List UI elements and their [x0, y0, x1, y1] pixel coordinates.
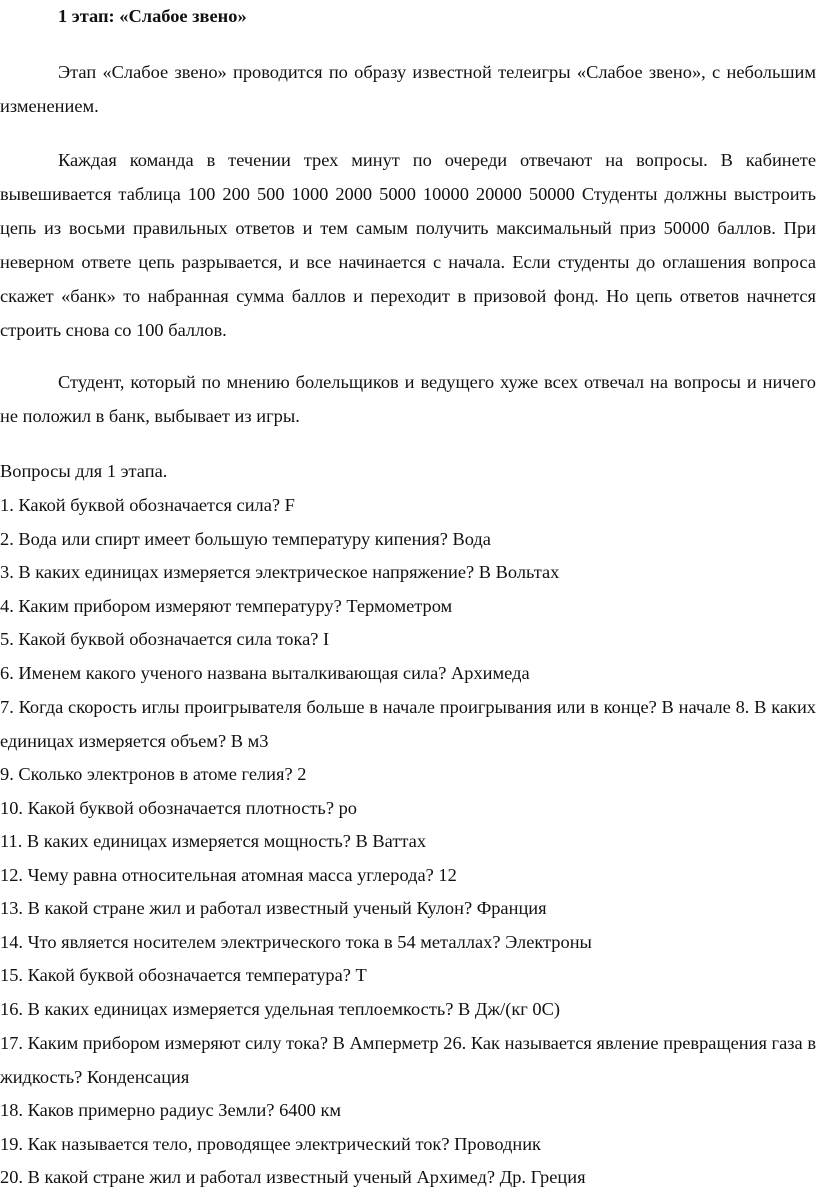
- question-item: 4. Каким прибором измеряют температуру? Термометром: [0, 595, 453, 616]
- question-item: 11. В каких единицах измеряется мощность? В Ваттах: [0, 831, 427, 851]
- question-item: 14. Что является носителем электрического тока в 54 металлах? Электроны: [0, 931, 592, 952]
- rules-paragraph: Каждая команда в течении трех минут по очереди отвечают на вопросы. В кабинете вывешивается таблица 100 200 500 1000 2000 5000 10000 20000 50000 Студенты должны выстроить цепь из восьми правильных ответов и тем самым получить максимальный приз 50000 баллов. При неверном ответе цепь разрывается, и все начинается с начала. Если студенты до оглашения вопроса скажет «банк» то набранная сумма баллов и переходит в призовой фонд. Но цепь ответов начнется строить снова со 100 баллов.: [0, 150, 816, 340]
- elimination-paragraph: Студент, который по мнению болельщиков и ведущего хуже всех отвечал на вопросы и ничего не положил в банк, выбывает из игры.: [0, 372, 816, 426]
- question-item: 10. Какой буквой обозначается плотность? ро: [0, 797, 357, 818]
- questions-heading: Вопросы для 1 этапа.: [0, 461, 168, 481]
- question-item: 19. Как называется тело, проводящее электрический ток? Проводник: [0, 1133, 541, 1154]
- question-item: 9. Сколько электронов в атоме гелия? 2: [0, 764, 307, 784]
- question-item: 12. Чему равна относительная атомная масса углерода? 12: [0, 864, 457, 885]
- question-item: 7. Когда скорость иглы проигрывателя больше в начале проигрывания или в конце? В начале 8. В каких единицах измеряется объем? В м3: [0, 697, 816, 751]
- question-item: 5. Какой буквой обозначается сила тока? I: [0, 629, 330, 649]
- questions-list: [0, 489, 816, 1195]
- intro-paragraph: Этап «Слабое звено» проводится по образу известной телеигры «Слабое звено», с небольшим изменением.: [0, 62, 816, 116]
- question-item: 3. В каких единицах измеряется электрическое напряжение? В Вольтах: [0, 562, 560, 582]
- section-title: 1 этап: «Слабое звено»: [58, 6, 247, 26]
- question-item: 13. В какой стране жил и работал известный ученый Кулон? Франция: [0, 898, 547, 918]
- question-item: 2. Вода или спирт имеет большую температуру кипения? Вода: [0, 528, 491, 549]
- question-item: 1. Какой буквой обозначается сила? F: [0, 495, 295, 515]
- question-item: 16. В каких единицах измеряется удельная теплоемкость? В Дж/(кг 0С): [0, 998, 561, 1019]
- question-item: 20. В какой стране жил и работал известный ученый Архимед? Др. Греция: [0, 1167, 586, 1187]
- question-item: 6. Именем какого ученого названа выталкивающая сила? Архимеда: [0, 662, 530, 683]
- question-item: 17. Каким прибором измеряют силу тока? В Амперметр 26. Как называется явление превращения газа в жидкость? Конденсация: [0, 1033, 816, 1087]
- question-item: 18. Каков примерно радиус Земли? 6400 км: [0, 1100, 342, 1120]
- question-item: 15. Какой буквой обозначается температура? Т: [0, 965, 367, 985]
